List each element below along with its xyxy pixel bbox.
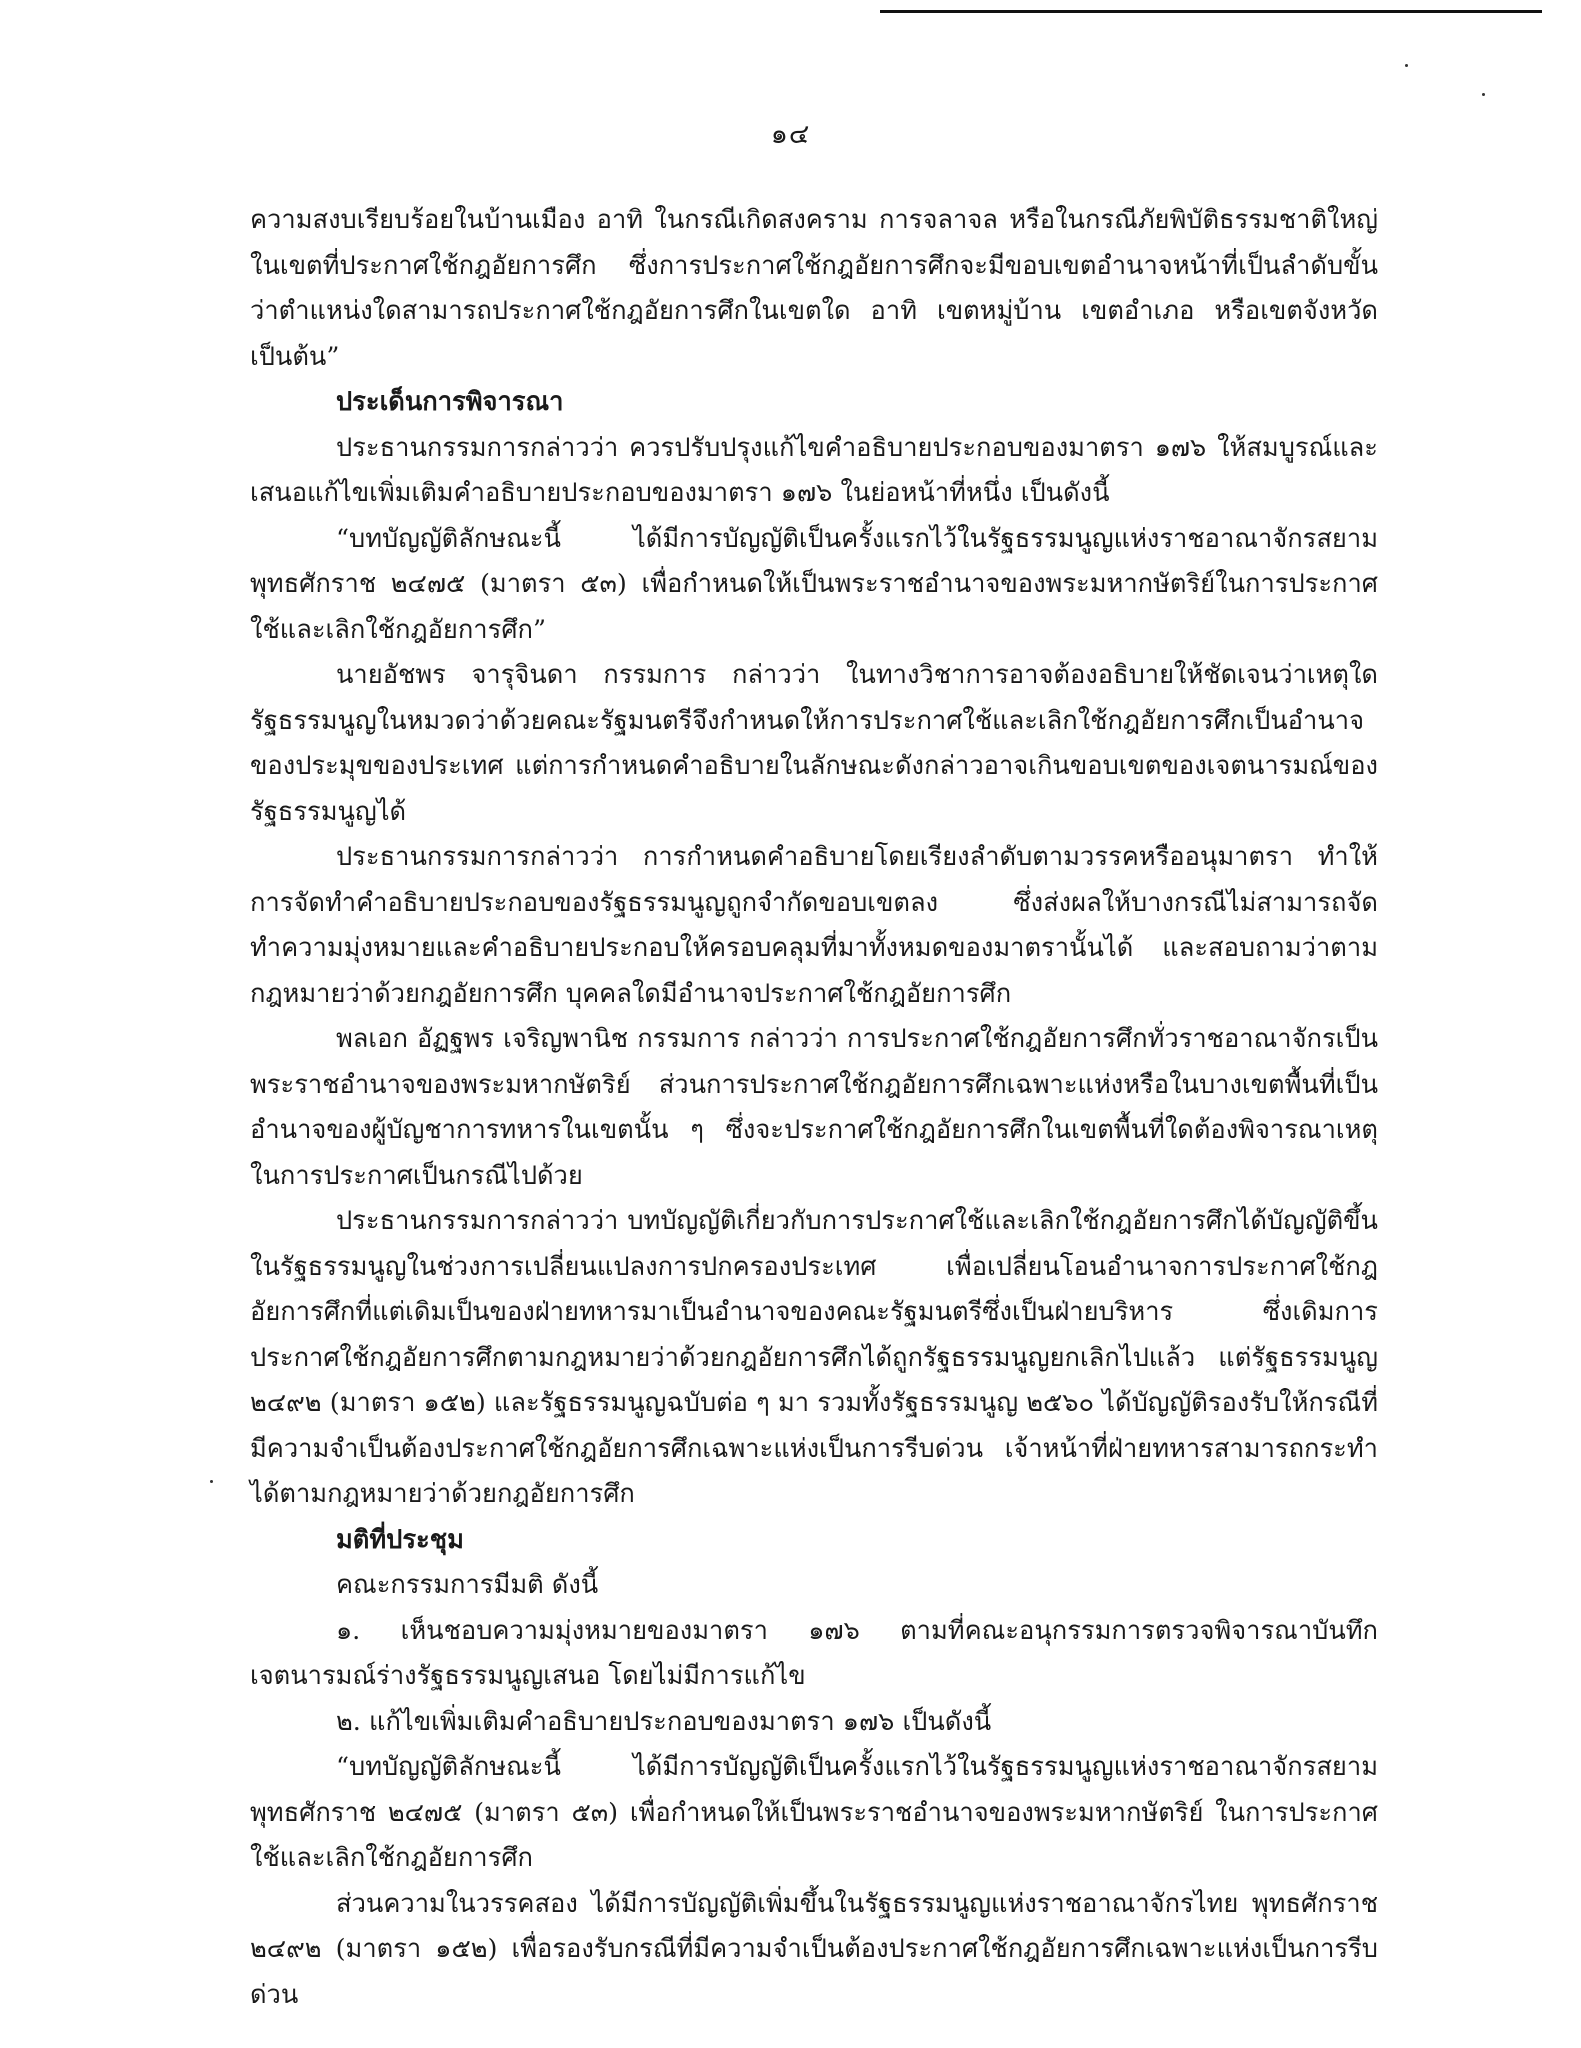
- body-paragraph: ส่วนความในวรรคสอง ได้มีการบัญญัติเพิ่มขึ้นในรัฐธรรมนูญแห่งราชอาณาจักรไทย พุทธศักราช ๒๔๙๒ (มาตรา ๑๕๒) เพื่อรองรับกรณีที่มีความจำเป็นต้องประกาศใช้กฎอัยการศึกเฉพาะแห่งเป็นการรีบด่วน: [250, 1888, 1378, 2010]
- body-paragraph: พลเอก อัฏฐพร เจริญพานิช กรรมการ กล่าวว่า การประกาศใช้กฎอัยการศึกทั่วราชอาณาจักรเป็นพระราชอำนาจของพระมหากษัตริย์ ส่วนการประกาศใช้กฎอัยการศึกเฉพาะแห่งหรือในบางเขตพื้นที่เป็นอำนาจของผู้บัญชาการทหารในเขตนั้น ๆ ซึ่งจะประกาศใช้กฎอัยการศึกในเขตพื้นที่ใดต้องพิจารณาเหตุในการประกาศเป็นกรณีไปด้วย: [250, 1024, 1378, 1191]
- body-paragraph: นายอัชพร จารุจินดา กรรมการ กล่าวว่า ในทางวิชาการอาจต้องอธิบายให้ชัดเจนว่าเหตุใดรัฐธรรมนูญในหมวดว่าด้วยคณะรัฐมนตรีจึงกำหนดให้การประกาศใช้และเลิกใช้กฎอัยการศึกเป็นอำนาจของประมุขของประเทศ แต่การกำหนดคำอธิบายในลักษณะดังกล่าวอาจเกินขอบเขตของเจตนารมณ์ของรัฐธรรมนูญได้: [250, 660, 1378, 827]
- section-heading: มติที่ประชุม: [336, 1524, 464, 1555]
- scan-speck: [210, 1480, 213, 1483]
- body-paragraph: ประธานกรรมการกล่าวว่า การกำหนดคำอธิบายโดยเรียงลำดับตามวรรคหรืออนุมาตรา ทำให้การจัดทำคำอธิบายประกอบของรัฐธรรมนูญถูกจำกัดขอบเขตลง ซึ่งส่งผลให้บางกรณีไม่สามารถจัดทำความมุ่งหมายและคำอธิบายประกอบให้ครอบคลุมที่มาทั้งหมดของมาตรานั้นได้ และสอบถามว่าตามกฎหมายว่าด้วยกฎอัยการศึก บุคคลใดมีอำนาจประกาศใช้กฎอัยการศึก: [250, 842, 1378, 1009]
- body-paragraph: “บทบัญญัติลักษณะนี้ ได้มีการบัญญัติเป็นครั้งแรกไว้ในรัฐธรรมนูญแห่งราชอาณาจักรสยาม พุทธศักราช ๒๔๗๕ (มาตรา ๕๓) เพื่อกำหนดให้เป็นพระราชอำนาจของพระมหากษัตริย์ ในการประกาศใช้และเลิกใช้กฎอัยการศึก: [250, 1752, 1378, 1873]
- body-paragraph: คณะกรรมการมีมติ ดังนี้: [336, 1570, 599, 1600]
- body-paragraph: ความสงบเรียบร้อยในบ้านเมือง อาทิ ในกรณีเกิดสงคราม การจลาจล หรือในกรณีภัยพิบัติธรรมชาติใหญ่ ในเขตที่ประกาศใช้กฎอัยการศึก ซึ่งการประกาศใช้กฎอัยการศึกจะมีขอบเขตอำนาจหน้าที่เป็นลำดับขั้นว่าตำแหน่งใดสามารถประกาศใช้กฎอัยการศึกในเขตใด อาทิ เขตหมู่บ้าน เขตอำเภอ หรือเขตจังหวัด เป็นต้น”: [250, 205, 1378, 372]
- body-paragraph: ๑. เห็นชอบความมุ่งหมายของมาตรา ๑๗๖ ตามที่คณะอนุกรรมการตรวจพิจารณาบันทึกเจตนารมณ์ร่างรัฐธรรมนูญเสนอ โดยไม่มีการแก้ไข: [250, 1615, 1378, 1691]
- scan-speck: [1405, 64, 1408, 67]
- document-body: [250, 198, 1378, 2018]
- top-scan-rule: [880, 10, 1542, 13]
- body-paragraph: ๒. แก้ไขเพิ่มเติมคำอธิบายประกอบของมาตรา ๑๗๖ เป็นดังนี้: [336, 1706, 992, 1737]
- section-heading: ประเด็นการพิจารณา: [336, 387, 564, 417]
- scan-speck: [1482, 93, 1485, 96]
- body-paragraph: ประธานกรรมการกล่าวว่า ควรปรับปรุงแก้ไขคำอธิบายประกอบของมาตรา ๑๗๖ ให้สมบูรณ์และเสนอแก้ไขเพิ่มเติมคำอธิบายประกอบของมาตรา ๑๗๖ ในย่อหน้าที่หนึ่ง เป็นดังนี้: [250, 432, 1378, 508]
- body-paragraph: “บทบัญญัติลักษณะนี้ ได้มีการบัญญัติเป็นครั้งแรกไว้ในรัฐธรรมนูญแห่งราชอาณาจักรสยาม พุทธศักราช ๒๔๗๕ (มาตรา ๕๓) เพื่อกำหนดให้เป็นพระราชอำนาจของพระมหากษัตริย์ในการประกาศใช้และเลิกใช้กฎอัยการศึก”: [250, 523, 1378, 645]
- body-paragraph: ประธานกรรมการกล่าวว่า บทบัญญัติเกี่ยวกับการประกาศใช้และเลิกใช้กฎอัยการศึกได้บัญญัติขึ้นในรัฐธรรมนูญในช่วงการเปลี่ยนแปลงการปกครองประเทศ เพื่อเปลี่ยนโอนอำนาจการประกาศใช้กฎอัยการศึกที่แต่เดิมเป็นของฝ่ายทหารมาเป็นอำนาจของคณะรัฐมนตรีซึ่งเป็นฝ่ายบริหาร ซึ่งเดิมการประกาศใช้กฎอัยการศึกตามกฎหมายว่าด้วยกฎอัยการศึกได้ถูกรัฐธรรมนูญยกเลิกไปแล้ว แต่รัฐธรรมนูญ ๒๔๙๒ (มาตรา ๑๕๒) และรัฐธรรมนูญฉบับต่อ ๆ มา รวมทั้งรัฐธรรมนูญ ๒๕๖๐ ได้บัญญัติรองรับให้กรณีที่มีความจำเป็นต้องประกาศใช้กฎอัยการศึกเฉพาะแห่งเป็นการรีบด่วน เจ้าหน้าที่ฝ่ายทหารสามารถกระทำได้ตามกฎหมายว่าด้วยกฎอัยการศึก: [250, 1206, 1378, 1509]
- page-number: ๑๔: [770, 119, 811, 150]
